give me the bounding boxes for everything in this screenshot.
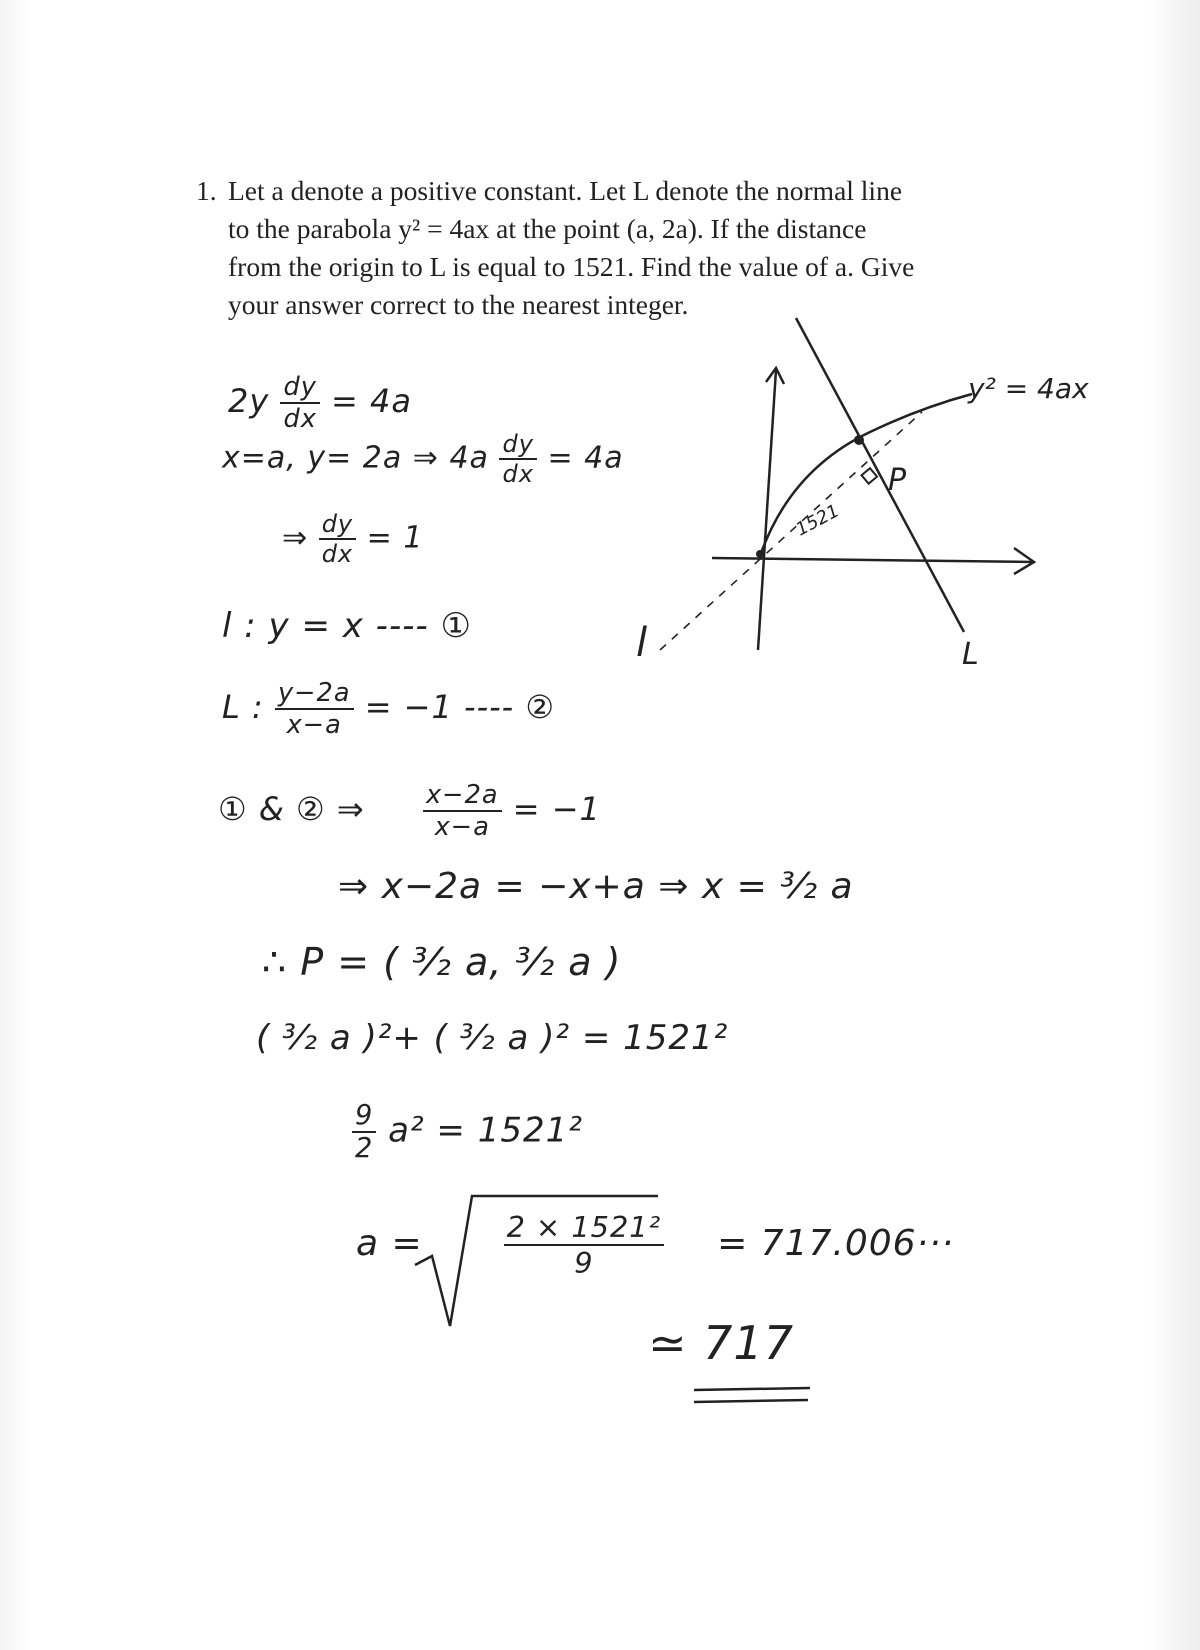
- step3-arrow: ⇒: [282, 520, 309, 556]
- step2-lhs: x=a, y= 2a ⇒ 4a: [222, 440, 489, 476]
- step11-lhs: a =: [356, 1223, 423, 1264]
- step3-fraction: $\frac{dy}{dx}$: [319, 510, 356, 568]
- problem-line-3: from the origin to L is equal to 1521. Find the value of a. Give: [228, 251, 915, 282]
- step1-fraction: $\frac{dy}{dx}$: [280, 372, 319, 434]
- step1-rhs: = 4a: [331, 382, 412, 420]
- answer-underline-1: [694, 1388, 810, 1390]
- solution-point-p: ∴ P = ( ³⁄₂ a, ³⁄₂ a ): [262, 940, 622, 984]
- sqrt-radical: [415, 1196, 658, 1326]
- step11-result: = 717.006···: [717, 1223, 954, 1264]
- y-axis: [758, 370, 776, 650]
- line-l-label: l: [636, 620, 648, 666]
- solution-distance-eq: ( ³⁄₂ a )²+ ( ³⁄₂ a )² = 1521²: [256, 1018, 729, 1058]
- parabola-curve: [760, 394, 972, 556]
- origin-point: [756, 550, 764, 558]
- problem-line-2: to the parabola y² = 4ax at the point (a, 2a). If the distance: [228, 213, 867, 244]
- step6-fraction: $\frac{x-2a}{x-a}$: [423, 780, 502, 842]
- solution-line-l: l : y = x ---- ①: [222, 606, 473, 646]
- right-angle-mark: [862, 468, 877, 483]
- problem-line-4: your answer correct to the nearest integer.: [228, 289, 689, 320]
- step10-rhs: a² = 1521²: [388, 1110, 583, 1151]
- problem-number: 1.: [196, 175, 217, 206]
- tangent-point: [854, 435, 864, 445]
- problem-line-1: Let a denote a positive constant. Let L denote the normal line: [228, 175, 903, 206]
- solution-answer: ≃ 717: [648, 1316, 794, 1370]
- normal-line-L: [796, 318, 964, 632]
- point-label: P: [888, 463, 907, 498]
- step5-fraction: $\frac{y-2a}{x-a}$: [275, 678, 354, 740]
- step1-lhs: 2y: [228, 382, 270, 420]
- step10-fraction: $\frac{9}{2}$: [352, 1100, 376, 1164]
- step6-rhs: = −1: [512, 790, 601, 828]
- line-l-dashed: [660, 412, 922, 650]
- step5-rhs: = −1 ---- ②: [364, 688, 556, 726]
- step5-label: L :: [222, 688, 264, 726]
- solution-solve-x: ⇒ x−2a = −x+a ⇒ x = ³⁄₂ a: [338, 866, 854, 907]
- step11-fraction: $\frac{\text{2 × 1521²}}{9}$: [504, 1210, 665, 1280]
- step2-rhs: = 4a: [547, 440, 624, 476]
- answer-underline-2: [694, 1400, 808, 1402]
- line-L-label: L: [962, 637, 979, 672]
- distance-label: 1521: [792, 500, 843, 541]
- curve-label: y² = 4ax: [968, 372, 1089, 405]
- step3-rhs: = 1: [366, 520, 424, 556]
- parabola-diagram: [636, 318, 1089, 672]
- step6-lhs: ① & ② ⇒: [218, 790, 365, 828]
- step2-fraction: $\frac{dy}{dx}$: [499, 430, 536, 488]
